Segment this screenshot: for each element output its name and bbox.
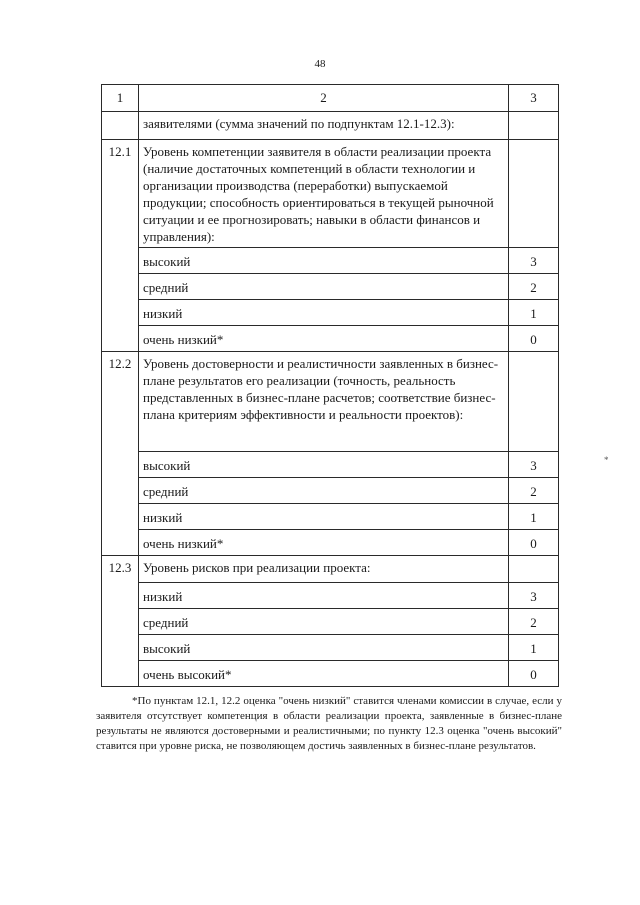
option-row xyxy=(102,635,559,661)
option-row xyxy=(102,248,559,274)
option-score: 0 xyxy=(509,326,559,352)
criterion-score-cell xyxy=(509,352,559,452)
margin-speck: * xyxy=(604,455,609,465)
table-header-row xyxy=(102,85,559,112)
continuation-row xyxy=(102,112,559,140)
column-header-2: 2 xyxy=(139,85,509,112)
option-row xyxy=(102,452,559,478)
option-row xyxy=(102,326,559,352)
option-row xyxy=(102,609,559,635)
continuation-text: заявителями (сумма значений по подпунктам 12.1-12.3): xyxy=(139,112,509,140)
option-label: высокий xyxy=(139,248,509,274)
option-label: низкий xyxy=(139,504,509,530)
option-label: очень низкий* xyxy=(139,530,509,556)
option-label: очень низкий* xyxy=(139,326,509,352)
criterion-score-cell xyxy=(509,140,559,248)
criterion-row-12-1 xyxy=(102,140,559,248)
criteria-table xyxy=(101,84,559,687)
option-score: 0 xyxy=(509,530,559,556)
option-score: 1 xyxy=(509,300,559,326)
option-label: высокий xyxy=(139,635,509,661)
option-score: 3 xyxy=(509,452,559,478)
option-score: 2 xyxy=(509,478,559,504)
criterion-row-12-2 xyxy=(102,352,559,452)
footnote: *По пунктам 12.1, 12.2 оценка "очень низкий" ставится членами комиссии в случае, если у заявителя отсутствует компетенция в области реализации проекта, заявленные в бизнес-плане результаты не являются достоверными и реалистичными; по пункту 12.3 оценка "очень высокий" ставится при уровне риска, не позволяющем достичь заявленных в бизнес-плане результатов. xyxy=(96,695,562,752)
option-score: 1 xyxy=(509,504,559,530)
criterion-score-cell xyxy=(509,556,559,583)
option-row xyxy=(102,504,559,530)
option-label: высокий xyxy=(139,452,509,478)
option-score: 1 xyxy=(509,635,559,661)
option-row xyxy=(102,478,559,504)
criterion-text: Уровень компетенции заявителя в области реализации проекта (наличие достаточных компетенций в области технологии и организации производства (переработки) выпускаемой продукции; способность ориентироваться в текущей рыночной ситуации и ее прогнозировать; навыки в области финансов и управления): xyxy=(139,140,509,248)
option-score: 3 xyxy=(509,248,559,274)
option-score: 2 xyxy=(509,274,559,300)
option-score: 0 xyxy=(509,661,559,687)
criterion-text: Уровень рисков при реализации проекта: xyxy=(139,556,509,583)
option-label: средний xyxy=(139,609,509,635)
continuation-score-cell xyxy=(509,112,559,140)
option-score: 2 xyxy=(509,609,559,635)
criterion-text: Уровень достоверности и реалистичности заявленных в бизнес-плане результатов его реализации (точность, реальность представленных в бизнес-плане расчетов; соответствие бизнес-плана критериям эффективности и реальности проектов): xyxy=(139,352,509,452)
column-header-3: 3 xyxy=(509,85,559,112)
option-row xyxy=(102,530,559,556)
option-label: низкий xyxy=(139,300,509,326)
option-label: средний xyxy=(139,274,509,300)
option-row xyxy=(102,661,559,687)
option-row xyxy=(102,583,559,609)
option-label: очень высокий* xyxy=(139,661,509,687)
criterion-number: 12.2 xyxy=(102,352,139,556)
column-header-1: 1 xyxy=(102,85,139,112)
criterion-row-12-3 xyxy=(102,556,559,583)
option-label: низкий xyxy=(139,583,509,609)
page-number: 48 xyxy=(314,58,326,70)
criterion-number: 12.3 xyxy=(102,556,139,687)
option-score: 3 xyxy=(509,583,559,609)
option-row xyxy=(102,274,559,300)
option-row xyxy=(102,300,559,326)
criterion-number: 12.1 xyxy=(102,140,139,352)
option-label: средний xyxy=(139,478,509,504)
continuation-num-cell xyxy=(102,112,139,140)
